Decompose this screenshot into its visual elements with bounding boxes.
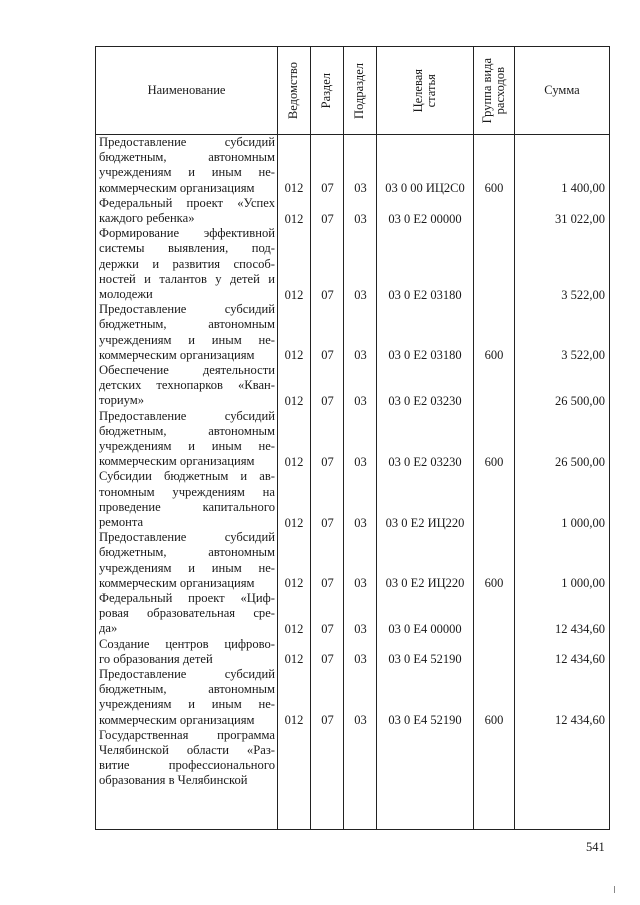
- row-name-line: Челябинской области «Раз-: [99, 742, 275, 757]
- row-name-line: учреждениям и иным не-: [99, 560, 275, 575]
- row-cel: 03 0 Е2 03180: [388, 287, 462, 302]
- header-name-label: Наименование: [147, 83, 226, 97]
- row-ved: 012: [284, 454, 304, 469]
- row-name-line: Предоставление субсидий: [99, 408, 275, 423]
- row-razd: 07: [321, 393, 334, 408]
- row-razd: 07: [321, 713, 334, 728]
- row-grp: 600: [484, 348, 504, 363]
- row-name-line: бюджетным, автономным: [99, 423, 275, 438]
- row-name-line: учреждениям и иным не-: [99, 697, 275, 712]
- row-name-line: учреждениям и иным не-: [99, 332, 275, 347]
- row-ved: 012: [284, 287, 304, 302]
- row-razd: 07: [321, 652, 334, 667]
- col-divider: [473, 47, 474, 829]
- row-name-line: молодежи: [99, 286, 153, 301]
- header-celevaya-line2: статья: [423, 73, 438, 108]
- row-name-line: бюджетным, автономным: [99, 545, 275, 560]
- row-razd: 07: [321, 287, 334, 302]
- row-ved: 012: [284, 515, 304, 530]
- row-podr: 03: [354, 621, 367, 636]
- row-name-line: ностей и талантов у детей и: [99, 271, 275, 286]
- row-cel: 03 0 Е2 ИЦ220: [385, 515, 465, 530]
- row-sum: 1 000,00: [561, 576, 605, 591]
- row-name-line: Субсидии бюджетным и ав-: [99, 469, 275, 484]
- row-ved: 012: [284, 576, 304, 591]
- row-sum: 1 400,00: [561, 181, 605, 196]
- row-name-line: Предоставление субсидий: [99, 530, 275, 545]
- row-ved: 012: [284, 713, 304, 728]
- col-divider: [376, 47, 377, 829]
- row-name-line: Государственная программа: [99, 727, 275, 742]
- header-gruppa: [473, 47, 514, 134]
- row-name-line: ториум»: [99, 393, 145, 408]
- row-cel: 03 0 Е4 52190: [388, 652, 462, 667]
- row-sum: 31 022,00: [555, 211, 605, 226]
- row-podr: 03: [354, 576, 367, 591]
- row-sum: 26 500,00: [555, 393, 605, 408]
- row-cel: 03 0 Е2 00000: [388, 211, 462, 226]
- row-name: [99, 409, 275, 470]
- row-name-line: учреждениям и иным не-: [99, 438, 275, 453]
- header-celevaya-label: [412, 69, 438, 112]
- col-divider: [514, 47, 515, 829]
- row-podr: 03: [354, 287, 367, 302]
- row-name: [99, 135, 275, 196]
- col-divider: [277, 47, 278, 829]
- row-name-line: Обеспечение деятельности: [99, 363, 275, 377]
- row-name: [99, 302, 275, 363]
- row-name: [99, 530, 275, 591]
- row-name-line: каждого ребенка»: [99, 210, 195, 225]
- row-podr: 03: [354, 454, 367, 469]
- row-name-line: ровая образовательная сре-: [99, 606, 275, 621]
- col-divider: [343, 47, 344, 829]
- row-grp: 600: [484, 576, 504, 591]
- row-sum: 12 434,60: [555, 713, 605, 728]
- header-vedomstvo: [277, 47, 310, 134]
- col-divider: [310, 47, 311, 829]
- row-name: [99, 637, 275, 667]
- edge-mark: [614, 886, 615, 893]
- row-cel: 03 0 Е4 00000: [388, 621, 462, 636]
- header-razdel-label: Раздел: [319, 72, 333, 109]
- page-number: 541: [586, 840, 605, 854]
- row-podr: 03: [354, 515, 367, 530]
- row-podr: 03: [354, 713, 367, 728]
- row-sum: 3 522,00: [561, 287, 605, 302]
- row-name-line: коммерческим организациям: [99, 454, 255, 469]
- row-ved: 012: [284, 348, 304, 363]
- row-name-line: держки и развития способ-: [99, 256, 275, 271]
- row-name-line: Федеральный проект «Успех: [99, 195, 275, 210]
- row-name-line: Создание центров цифрово-: [99, 636, 275, 651]
- row-razd: 07: [321, 211, 334, 226]
- row-name-line: витие профессионального: [99, 758, 275, 773]
- row-name-line: Федеральный проект «Циф-: [99, 591, 275, 605]
- row-name-line: бюджетным, автономным: [99, 150, 275, 165]
- row-name-line: коммерческим организациям: [99, 712, 255, 727]
- header-razdel: [310, 47, 343, 134]
- budget-table: [95, 46, 610, 830]
- row-razd: 07: [321, 181, 334, 196]
- row-name: [99, 591, 275, 637]
- row-grp: 600: [484, 181, 504, 196]
- header-vedomstvo-label: Ведомство: [286, 61, 300, 120]
- row-name-line: детских технопарков «Кван-: [99, 378, 275, 393]
- row-name: [99, 363, 275, 409]
- row-grp: 600: [484, 713, 504, 728]
- row-name-line: го образования детей: [99, 651, 213, 666]
- header-summa: [514, 47, 610, 134]
- row-name-line: коммерческим организациям: [99, 575, 255, 590]
- row-name-line: проведение капитального: [99, 499, 275, 514]
- row-sum: 12 434,60: [555, 652, 605, 667]
- header-celevaya: [376, 47, 473, 134]
- row-name-line: коммерческим организациям: [99, 180, 255, 195]
- header-gruppa-line1: Группа вида: [479, 57, 494, 124]
- row-name-line: бюджетным, автономным: [99, 682, 275, 697]
- header-gruppa-line2: расходов: [492, 66, 507, 115]
- row-sum: 1 000,00: [561, 515, 605, 530]
- header-podrazdel: [343, 47, 376, 134]
- row-ved: 012: [284, 621, 304, 636]
- row-razd: 07: [321, 348, 334, 363]
- row-razd: 07: [321, 621, 334, 636]
- row-name: [99, 226, 275, 302]
- header-gruppa-label: [481, 58, 507, 123]
- row-ved: 012: [284, 393, 304, 408]
- row-cel: 03 0 Е2 03180: [388, 348, 462, 363]
- row-name-line: учреждениям и иным не-: [99, 165, 275, 180]
- row-name: [99, 196, 275, 226]
- row-name-line: Предоставление субсидий: [99, 135, 275, 149]
- row-name-line: бюджетным, автономным: [99, 317, 275, 332]
- row-podr: 03: [354, 348, 367, 363]
- row-ved: 012: [284, 181, 304, 196]
- header-summa-label: Сумма: [544, 83, 580, 97]
- row-name: [99, 469, 275, 530]
- row-cel: 03 0 00 ИЦ2С0: [385, 181, 465, 196]
- row-razd: 07: [321, 454, 334, 469]
- row-podr: 03: [354, 393, 367, 408]
- row-ved: 012: [284, 211, 304, 226]
- row-sum: 26 500,00: [555, 454, 605, 469]
- row-name: [99, 667, 275, 728]
- row-name: [99, 728, 275, 789]
- row-name-line: ремонта: [99, 514, 144, 529]
- row-name-line: Предоставление субсидий: [99, 667, 275, 681]
- row-cel: 03 0 Е4 52190: [388, 713, 462, 728]
- row-sum: 12 434,60: [555, 621, 605, 636]
- row-name-line: образования в Челябинской: [99, 773, 248, 788]
- row-podr: 03: [354, 211, 367, 226]
- row-ved: 012: [284, 652, 304, 667]
- row-name-line: да»: [99, 621, 118, 636]
- header-podrazdel-label: Подраздел: [352, 62, 366, 119]
- header-name: [96, 47, 277, 134]
- header-celevaya-line1: Целевая: [410, 68, 425, 113]
- row-razd: 07: [321, 515, 334, 530]
- row-name-line: системы выявления, под-: [99, 241, 275, 256]
- row-name-line: коммерческим организациям: [99, 347, 255, 362]
- row-cel: 03 0 Е2 03230: [388, 393, 462, 408]
- row-podr: 03: [354, 181, 367, 196]
- row-grp: 600: [484, 454, 504, 469]
- row-name-line: Предоставление субсидий: [99, 302, 275, 317]
- row-sum: 3 522,00: [561, 348, 605, 363]
- row-name-line: Формирование эффективной: [99, 226, 275, 241]
- row-podr: 03: [354, 652, 367, 667]
- row-name-line: тономным учреждениям на: [99, 484, 275, 499]
- row-cel: 03 0 Е2 03230: [388, 454, 462, 469]
- row-razd: 07: [321, 576, 334, 591]
- row-cel: 03 0 Е2 ИЦ220: [385, 576, 465, 591]
